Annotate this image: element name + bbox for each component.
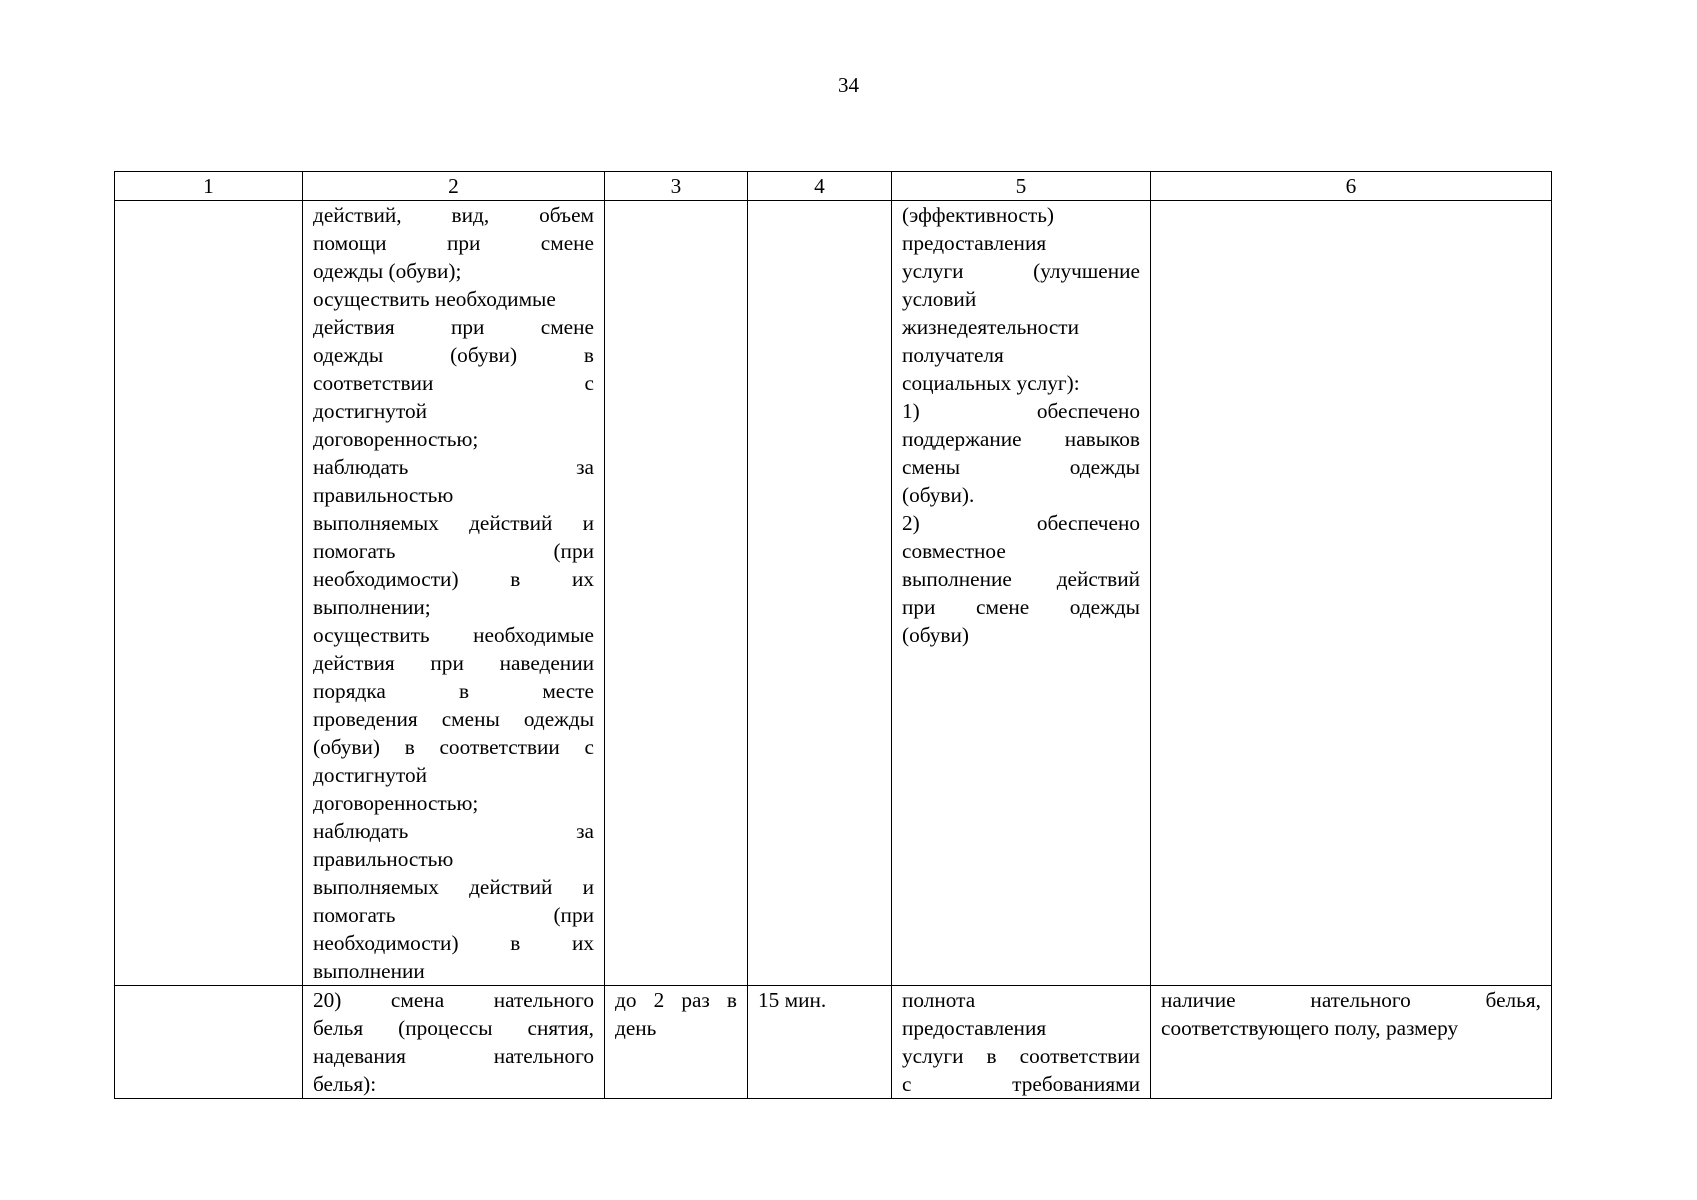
cell-text-line: получателя — [902, 343, 1004, 367]
table-row — [115, 201, 1552, 986]
cell-text-line: услуги (улучшение — [902, 259, 1140, 283]
cell-text-line: полнота — [902, 988, 976, 1012]
cell-text-line: условий — [902, 287, 977, 311]
cell-text-line: (обуви) — [902, 623, 969, 647]
cell-text-line: наличие нательного белья, — [1161, 988, 1541, 1012]
header-col-4: 4 — [748, 172, 892, 201]
row2-col3-cell — [605, 986, 748, 1099]
row1-col3-cell — [605, 201, 748, 986]
cell-text-line: выполнении — [313, 959, 425, 983]
page-number: 34 — [838, 73, 859, 97]
table-row — [115, 986, 1552, 1099]
cell-text-line: договоренностью; — [313, 427, 479, 451]
cell-text-line: поддержание навыков — [902, 427, 1140, 451]
cell-text-line: при смене одежды — [902, 595, 1140, 619]
row1-col4-cell — [748, 201, 892, 986]
cell-text-line: выполняемых действий и — [313, 511, 594, 535]
cell-text-line: порядка в месте — [313, 679, 594, 703]
row1-col5-cell — [892, 201, 1151, 986]
cell-text-line: одежды (обуви) в — [313, 343, 594, 367]
cell-text-line: 2) обеспечено — [902, 511, 1140, 535]
cell-text-line: проведения смены одежды — [313, 707, 594, 731]
row2-col2-text — [313, 986, 594, 1098]
row2-col6-text — [1161, 986, 1541, 1042]
header-col-5: 5 — [892, 172, 1151, 201]
cell-text-line: выполнении; — [313, 595, 431, 619]
row2-col1-cell — [115, 986, 303, 1099]
cell-text-line: необходимости) в их — [313, 931, 594, 955]
cell-text-line: соответствующего полу, размеру — [1161, 1016, 1459, 1040]
cell-text-line: соответствии с — [313, 371, 594, 395]
cell-text-line: услуги в соответствии — [902, 1044, 1140, 1068]
cell-text-line: с требованиями — [902, 1072, 1140, 1096]
cell-text-line: 1) обеспечено — [902, 399, 1140, 423]
cell-text-line: достигнутой — [313, 399, 428, 423]
cell-text-line: правильностью — [313, 847, 454, 871]
cell-text-line: (эффективность) — [902, 203, 1055, 227]
cell-text-line: предоставления — [902, 1016, 1047, 1040]
header-col-6: 6 — [1151, 172, 1552, 201]
cell-text-line: выполняемых действий и — [313, 875, 594, 899]
row2-col5-cell — [892, 986, 1151, 1099]
header-col-2: 2 — [303, 172, 605, 201]
cell-text-line: достигнутой — [313, 763, 428, 787]
cell-text-line: день — [615, 1016, 657, 1040]
header-col-3: 3 — [605, 172, 748, 201]
cell-text-line: смены одежды — [902, 455, 1140, 479]
cell-text-line: осуществить необходимые — [313, 623, 594, 647]
cell-text-line: белья): — [313, 1072, 377, 1096]
cell-text-line: наблюдать за — [313, 455, 594, 479]
cell-text-line: до 2 раз в — [615, 988, 737, 1012]
cell-text-line: действий, вид, объем — [313, 203, 594, 227]
cell-text-line: предоставления — [902, 231, 1047, 255]
row2-col5-text — [902, 986, 1140, 1098]
cell-text-line: необходимости) в их — [313, 567, 594, 591]
header-col-1: 1 — [115, 172, 303, 201]
row1-col1-cell — [115, 201, 303, 986]
cell-text-line: действия при смене — [313, 315, 594, 339]
row2-col6-cell — [1151, 986, 1552, 1099]
services-table — [114, 171, 1552, 1099]
cell-text-line: 20) смена нательного — [313, 988, 594, 1012]
cell-text-line: помощи при смене — [313, 231, 594, 255]
cell-text-line: осуществить необходимые — [313, 287, 556, 311]
cell-text-line: выполнение действий — [902, 567, 1140, 591]
cell-text-line: (обуви). — [902, 483, 975, 507]
row2-col2-cell — [303, 986, 605, 1099]
header-row — [115, 172, 1552, 201]
cell-text-line: белья (процессы снятия, — [313, 1016, 594, 1040]
cell-text-line: наблюдать за — [313, 819, 594, 843]
cell-text-line: действия при наведении — [313, 651, 594, 675]
cell-text-line: одежды (обуви); — [313, 259, 462, 283]
row1-col2-text — [313, 201, 594, 985]
cell-text-line: (обуви) в соответствии с — [313, 735, 594, 759]
row1-col6-cell — [1151, 201, 1552, 986]
cell-text-line: правильностью — [313, 483, 454, 507]
row1-col2-cell — [303, 201, 605, 986]
row2-col4-cell: 15 мин. — [748, 986, 892, 1099]
cell-text-line: помогать (при — [313, 903, 594, 927]
cell-text-line: совместное — [902, 539, 1006, 563]
row1-col5-text — [902, 201, 1140, 649]
row2-col3-text — [615, 986, 737, 1042]
cell-text-line: помогать (при — [313, 539, 594, 563]
cell-text-line: надевания нательного — [313, 1044, 594, 1068]
cell-text-line: социальных услуг): — [902, 371, 1080, 395]
cell-text-line: жизнедеятельности — [902, 315, 1080, 339]
cell-text-line: договоренностью; — [313, 791, 479, 815]
